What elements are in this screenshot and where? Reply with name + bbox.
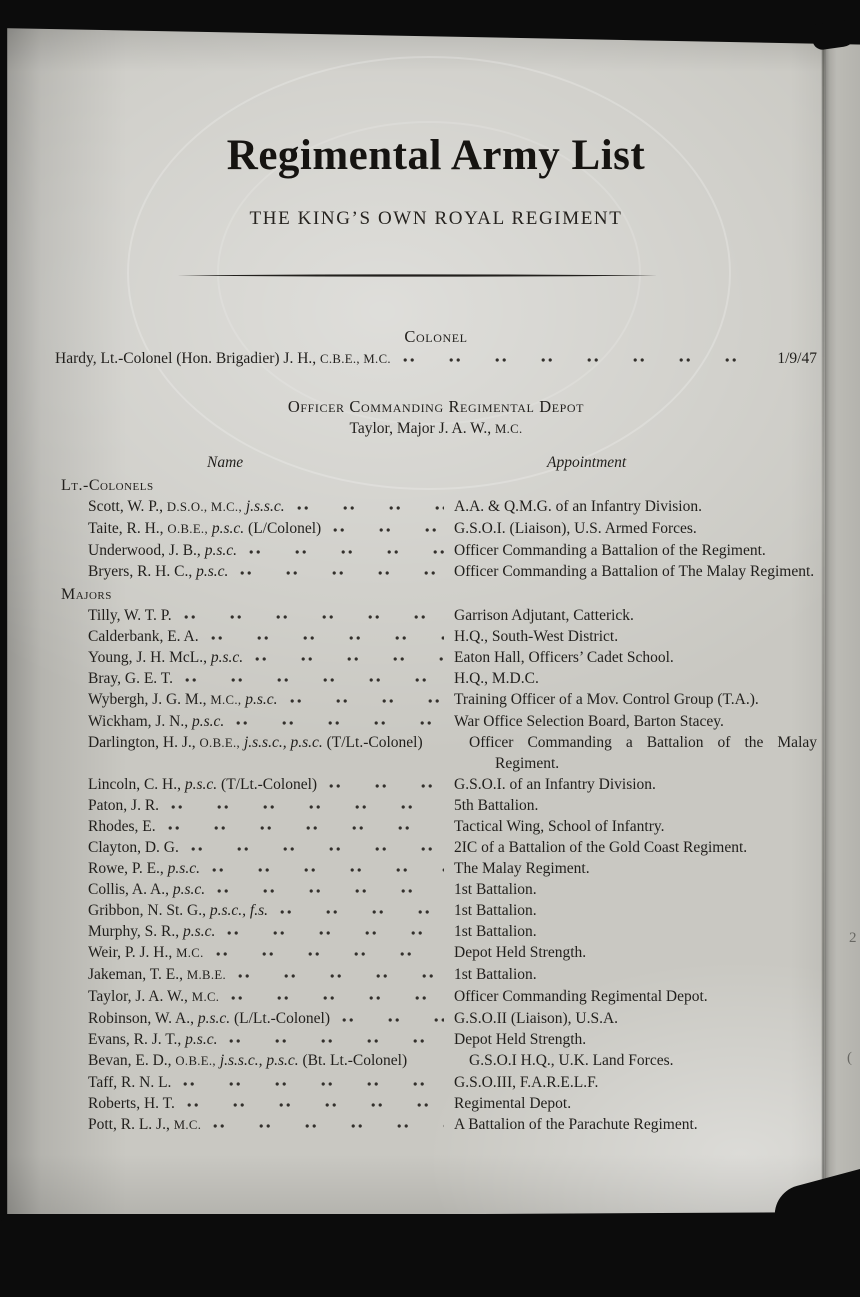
page-subtitle: THE KING’S OWN ROYAL REGIMENT [249,208,623,229]
dot-leader [290,695,444,704]
column-header-name: Name [207,454,244,471]
dot-leader [240,567,444,576]
officer-appointment: G.S.O.I. (Liaison), U.S. Armed Forces. [454,520,697,537]
officer-row [88,689,817,711]
colonel-name: Hardy, Lt.-Colonel (Hon. Brigadier) J. H., C.B.E., M.C. [55,350,391,367]
officer-row [88,518,817,540]
officer-appointment: Tactical Wing, School of Infantry. [454,818,665,835]
page-crease [822,30,825,1214]
scan-bed-left [0,0,8,1290]
officer-name: Wickham, J. N., p.s.c. [88,711,454,732]
officer-appointment: G.S.O.III, F.A.R.E.L.F. [454,1074,599,1091]
rank-section-heading: Majors [61,586,112,603]
officer-row [88,540,817,561]
dot-leader [255,653,444,662]
rank-section-heading: Lt.-Colonels [61,477,154,494]
officer-name: Rowe, P. E., p.s.c. [88,858,454,879]
officer-appointment: Depot Held Strength. [454,1031,587,1048]
dot-leader [238,970,444,979]
dot-leader [231,992,444,1001]
oc-depot-heading: Officer Commanding Regimental Depot [287,397,585,416]
officer-row [88,668,817,689]
officer-row [88,561,817,582]
officer-row [88,496,817,518]
officer-row [88,732,817,774]
officer-row [88,816,817,837]
officer-row [88,1114,817,1136]
officer-name: Roberts, H. T. [88,1093,454,1114]
officer-name: Scott, W. P., D.S.O., M.C., j.s.s.c. [88,496,454,518]
officer-row [88,879,817,900]
officer-appointment: Officer Commanding Regimental Depot. [454,988,708,1005]
officer-name: Bevan, E. D., O.B.E., j.s.s.c., p.s.c. (Bt. Lt.-​Colonel) [88,1052,408,1069]
officer-name: Weir, P. J. H., M.C. [88,942,454,964]
officer-name: Pott, R. L. J., M.C. [88,1114,454,1136]
officer-appointment: Depot Held Strength. [454,944,587,961]
officer-row [88,921,817,942]
officer-appointment: G.S.O.II (Liaison), U.S.A. [454,1010,619,1027]
officer-name: Young, J. H. McL., p.s.c. [88,647,454,668]
officer-row [88,1050,817,1072]
dot-leader [333,524,444,533]
officer-appointment: War Office Selection Board, Barton Stacey. [454,713,724,730]
officer-appointment: A.A. & Q.M.G. of an Infantry Division. [454,498,702,515]
dot-leader [187,1099,444,1108]
officer-name: Collis, A. A., p.s.c. [88,879,454,900]
colonel-entry [55,348,817,370]
officer-name: Underwood, J. B., p.s.c. [88,540,454,561]
divider-rule [177,273,657,278]
page-title: Regimental Army List [226,132,646,179]
officer-appointment: G.S.O.I. of an Infantry Division. [454,776,656,793]
officer-table [55,475,817,1136]
officer-appointment: 5th Battalion. [454,797,539,814]
officer-appointment: 1st Battalion. [454,881,537,898]
officer-appointment: The Malay Regiment. [454,860,590,877]
officer-appointment: H.Q., South-West District. [454,628,619,645]
officer-row [88,711,817,732]
officer-row [88,858,817,879]
officer-name: Paton, J. R. [88,795,454,816]
next-page-glyph: 2 [849,930,857,946]
officer-name: Gribbon, N. St. G., p.s.c., f.s. [88,900,454,921]
oc-depot-entry: Taylor, Major J. A. W., M.C. [349,420,523,437]
officer-name: Evans, R. J. T., p.s.c. [88,1029,454,1050]
officer-name: Bray, G. E. T. [88,668,454,689]
officer-name: Bryers, R. H. C., p.s.c. [88,561,454,582]
officer-row [88,837,817,858]
officer-row [88,774,817,795]
officer-name: Tilly, W. T. P. [88,605,454,626]
officer-appointment: Garrison Adjutant, Catterick. [454,607,634,624]
officer-row [88,1093,817,1114]
dot-leader [342,1014,444,1023]
officer-row [88,647,817,668]
officer-name: Wybergh, J. G. M., M.C., p.s.c. [88,689,454,711]
dot-leader [213,1120,444,1129]
officer-name: Calderbank, E. A. [88,626,454,647]
table-header [55,452,817,473]
officer-appointment: Eaton Hall, Officers’ Cadet School. [454,649,674,666]
officer-appointment: 1st Battalion. [454,923,537,940]
officer-name: Rhodes, E. [88,816,454,837]
officer-appointment: Regimental Depot. [454,1095,572,1112]
book-page [7,26,860,1214]
officer-name: Clayton, D. G. [88,837,454,858]
officer-appointment: 1st Battalion. [454,966,537,983]
officer-appointment: 2IC of a Battalion of the Gold Coast Regiment. [454,839,748,856]
officer-name: Murphy, S. R., p.s.c. [88,921,454,942]
dot-leader [212,864,444,873]
next-page-glyph: ( [847,1050,852,1066]
officer-name: Jakeman, T. E., M.B.E. [88,964,454,986]
dot-leader [185,674,444,683]
officer-appointment: 1st Battalion. [454,902,537,919]
dot-leader [403,354,761,363]
officer-row [88,605,817,626]
dot-leader [216,948,444,957]
officer-appointment: Training Officer of a Mov. Control Group (T.A.). [454,691,759,708]
officer-name: Darlington, H. J., O.B.E., j.s.s.c., p.s.c. (T/Lt.-​Colonel) [88,734,423,751]
officer-appointment: Officer Commanding a Battalion of the Malay Regiment. [469,734,817,772]
officer-row [88,1008,817,1029]
officer-row [88,964,817,986]
dot-leader [168,822,444,831]
dot-leader [329,780,444,789]
column-header-appointment: Appointment [547,454,627,471]
dot-leader [227,927,444,936]
dot-leader [171,801,444,810]
officer-name: Lincoln, C. H., p.s.c. (T/Lt.-Colonel) [88,774,454,795]
officer-name: Robinson, W. A., p.s.c. (L/Lt.-Colonel) [88,1008,454,1029]
colonel-heading: Colonel [404,327,468,346]
officer-row [88,1029,817,1050]
officer-appointment: G.S.O.I H.Q., U.K. Land Forces. [469,1052,674,1069]
officer-row [88,1072,817,1093]
dot-leader [249,546,444,555]
dot-leader [236,717,444,726]
officer-appointment: A Battalion of the Parachute Regiment. [454,1116,698,1133]
officer-row [88,942,817,964]
dot-leader [184,611,444,620]
officer-name: Taylor, J. A. W., M.C. [88,986,454,1008]
colonel-date: 1/9/47 [777,350,817,367]
officer-row [88,986,817,1008]
officer-appointment: Officer Commanding a Battalion of The Malay Regiment. [454,563,815,580]
dot-leader [280,906,444,915]
scan-bed-bottom [0,1212,860,1297]
officer-row [88,900,817,921]
officer-row [88,626,817,647]
officer-name: Taff, R. N. L. [88,1072,454,1093]
dot-leader [297,502,444,511]
page-content [55,26,817,1136]
page-edge-strip [825,32,860,1214]
dot-leader [217,885,444,894]
dot-leader [211,632,444,641]
dot-leader [191,843,444,852]
officer-row [88,795,817,816]
dot-leader [183,1078,444,1087]
officer-appointment: Officer Commanding a Battalion of the Regiment. [454,542,766,559]
dot-leader [229,1035,444,1044]
officer-name: Taite, R. H., O.B.E., p.s.c. (L/Colonel) [88,518,454,540]
officer-appointment: H.Q., M.D.C. [454,670,539,687]
